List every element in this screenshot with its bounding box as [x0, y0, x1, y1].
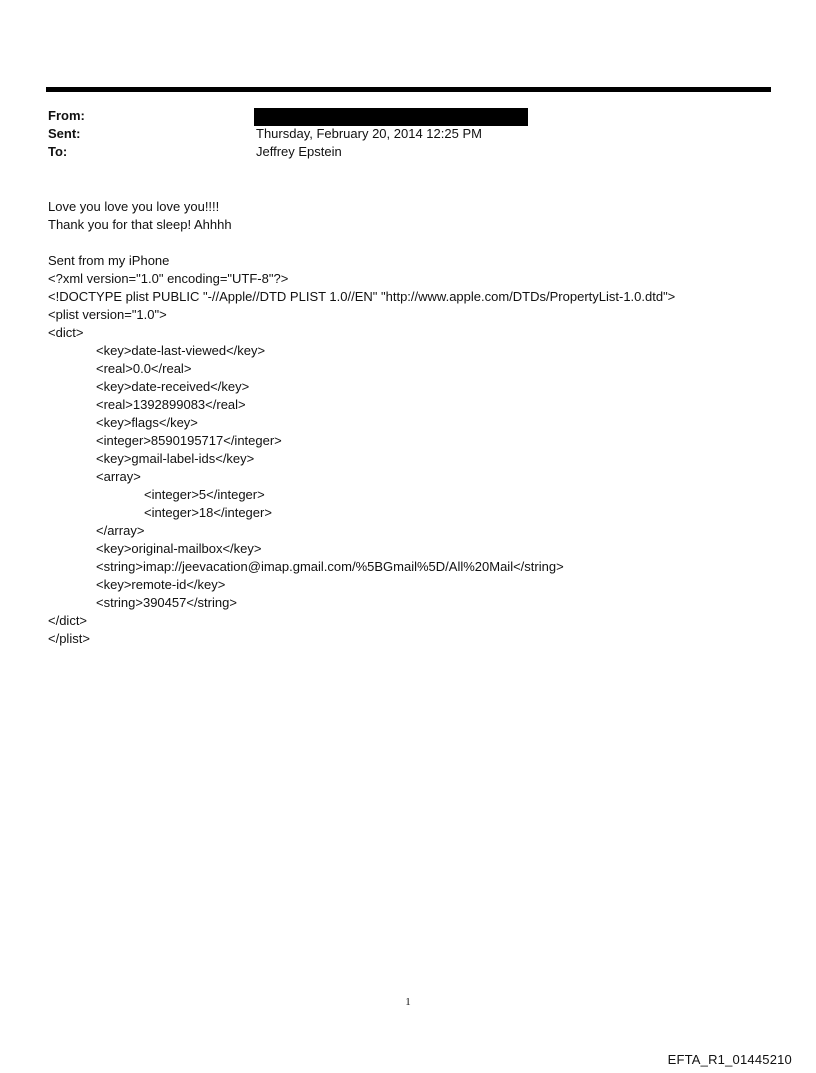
blank-line — [48, 234, 788, 252]
from-label: From: — [48, 108, 85, 123]
to-row — [48, 143, 748, 161]
plist-line: <key>flags</key> — [96, 415, 198, 430]
plist-line: </array> — [96, 523, 145, 538]
plist-line: <?xml version="1.0" encoding="UTF-8"?> — [48, 271, 289, 286]
from-row — [48, 107, 748, 125]
signature-line: Sent from my iPhone — [48, 253, 170, 268]
plist-line: <real>0.0</real> — [96, 361, 192, 376]
plist-line: <key>remote-id</key> — [96, 577, 226, 592]
to-label: To: — [48, 144, 68, 159]
plist-line: </dict> — [48, 613, 88, 628]
document-id: EFTA_R1_01445210 — [667, 1052, 792, 1067]
plist-line: <string>imap://jeevacation@imap.gmail.com/%5BGmail%5D/All%20Mail</string> — [96, 559, 564, 574]
plist-line: <string>390457</string> — [96, 595, 237, 610]
plist-line: <plist version="1.0"> — [48, 307, 167, 322]
message-line: Thank you for that sleep! Ahhhh — [48, 217, 232, 232]
header-rule — [46, 87, 771, 92]
plist-line: <real>1392899083</real> — [96, 397, 246, 412]
plist-line: <integer>18</integer> — [144, 505, 272, 520]
plist-line: <dict> — [48, 325, 84, 340]
sent-label: Sent: — [48, 126, 81, 141]
message-line: Love you love you love you!!!! — [48, 199, 220, 214]
plist-line: <integer>8590195717</integer> — [96, 433, 282, 448]
plist-line: <key>gmail-label-ids</key> — [96, 451, 255, 466]
sent-row — [48, 125, 748, 143]
plist-line: <key>date-last-viewed</key> — [96, 343, 266, 358]
to-value: Jeffrey Epstein — [256, 144, 342, 159]
plist-line: </plist> — [48, 631, 90, 646]
page-number: 1 — [405, 996, 411, 1008]
plist-line: <key>original-mailbox</key> — [96, 541, 262, 556]
plist-line: <array> — [96, 469, 141, 484]
redacted-sender-block — [254, 108, 528, 126]
plist-line: <integer>5</integer> — [144, 487, 265, 502]
email-header — [48, 107, 748, 161]
sent-value: Thursday, February 20, 2014 12:25 PM — [256, 126, 482, 141]
plist-line: <key>date-received</key> — [96, 379, 250, 394]
plist-line: <!DOCTYPE plist PUBLIC "-//Apple//DTD PLIST 1.0//EN" "http://www.apple.com/DTDs/PropertyList-1.0.dtd"> — [48, 289, 676, 304]
email-body — [48, 198, 788, 648]
